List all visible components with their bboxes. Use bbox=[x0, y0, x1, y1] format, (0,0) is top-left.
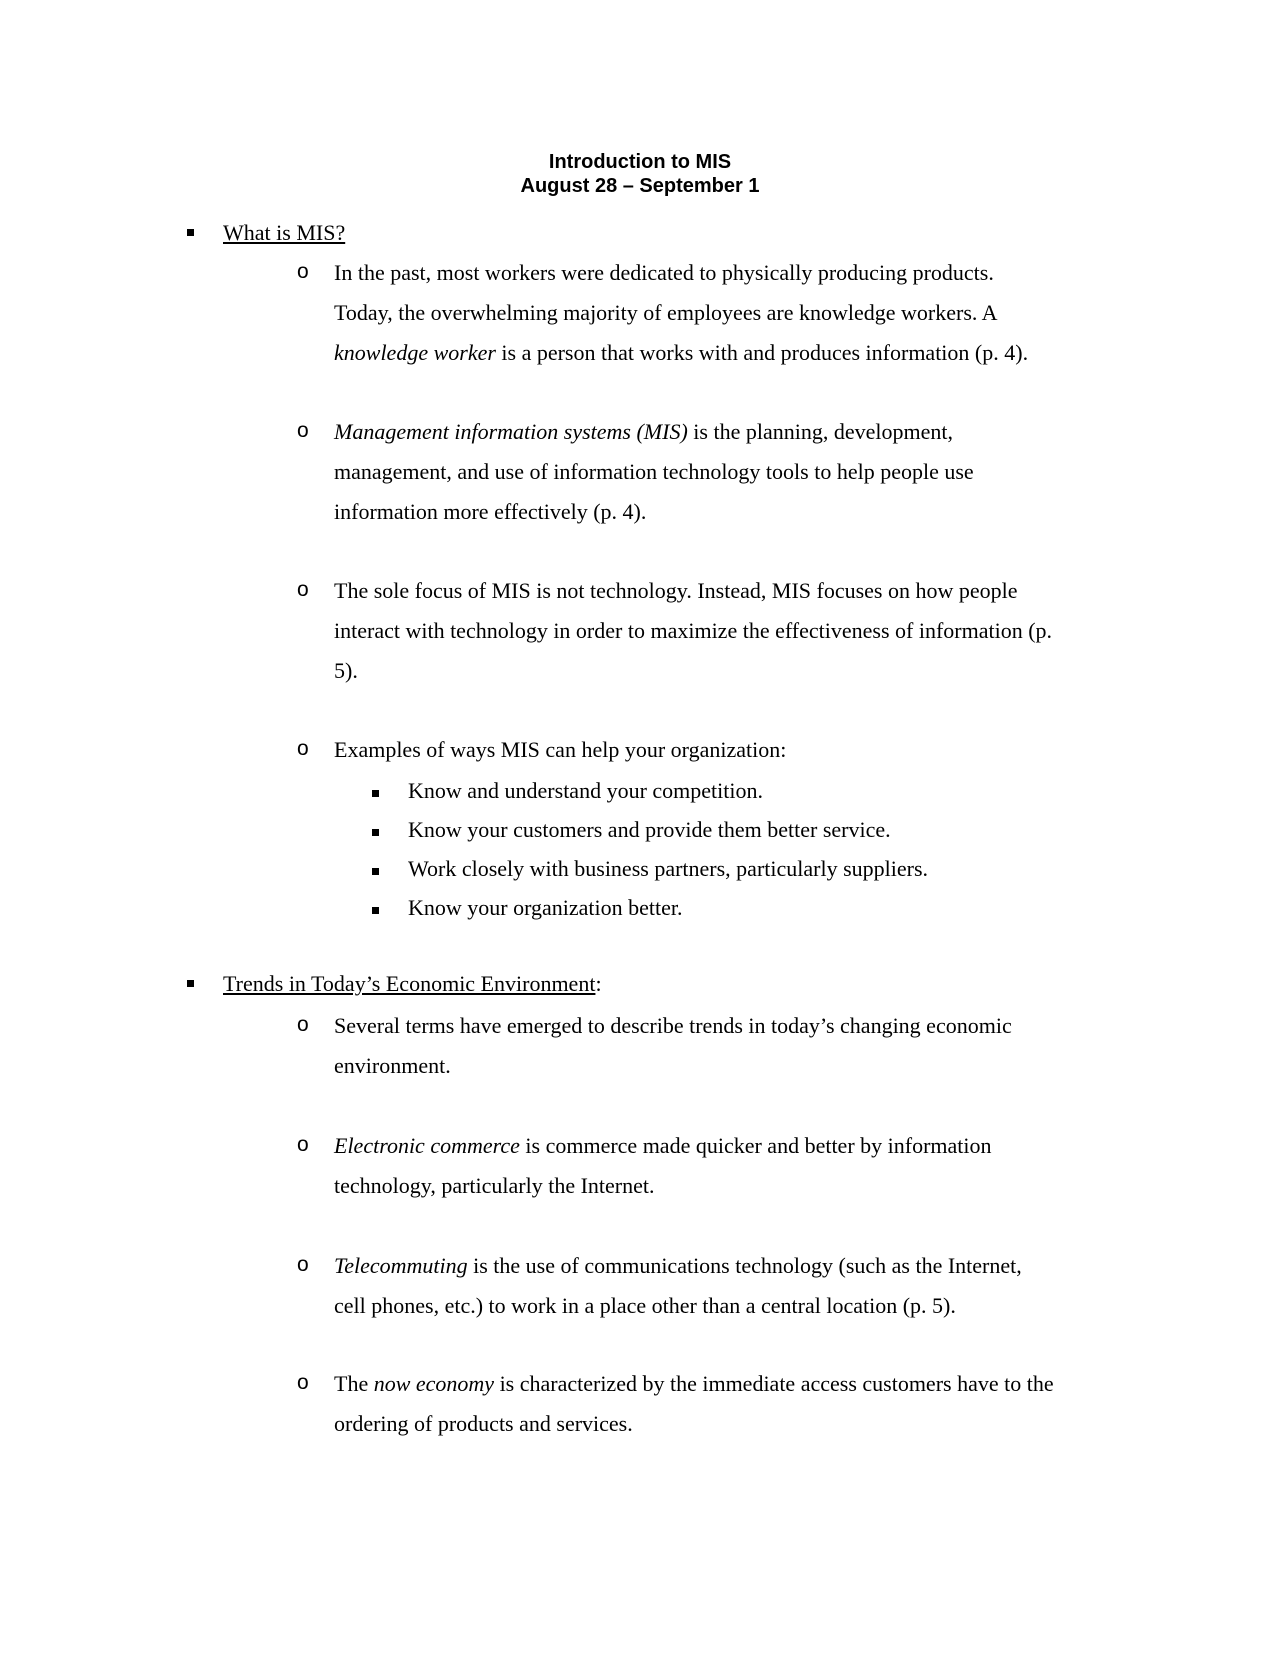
text-fragment: is characterized by the immediate access customers have to the bbox=[494, 1371, 1054, 1396]
text-line: cell phones, etc.) to work in a place other than a central location (p. 5). bbox=[334, 1293, 956, 1318]
text-line: information more effectively (p. 4). bbox=[334, 499, 647, 524]
circle-bullet-marker: o bbox=[297, 419, 309, 442]
square-bullet-icon bbox=[372, 907, 379, 914]
text-line bbox=[334, 1126, 1094, 1166]
paragraph-mis-definition bbox=[334, 412, 1094, 532]
circle-bullet-marker: o bbox=[297, 578, 309, 601]
list-item: Know your customers and provide them better service. bbox=[408, 817, 891, 842]
text-line: Several terms have emerged to describe trends in today’s changing economic bbox=[334, 1013, 1012, 1038]
paragraph-mis-focus bbox=[334, 571, 1094, 691]
paragraph-examples-intro bbox=[334, 730, 1094, 770]
document-date-range: August 28 – September 1 bbox=[520, 175, 760, 197]
text-fragment: is commerce made quicker and better by information bbox=[519, 1133, 992, 1158]
text-line: ordering of products and services. bbox=[334, 1411, 633, 1436]
text-line: 5). bbox=[334, 658, 358, 683]
square-bullet-icon bbox=[187, 980, 194, 987]
text-fragment: The bbox=[334, 1371, 374, 1396]
term-electronic-commerce: Electronic commerce bbox=[334, 1133, 520, 1158]
circle-bullet-marker: o bbox=[297, 1013, 309, 1036]
text-line: Today, the overwhelming majority of employees are knowledge workers. A bbox=[334, 300, 998, 325]
section-heading-text: Trends in Today’s Economic Environment bbox=[223, 971, 596, 996]
paragraph-now-economy bbox=[334, 1364, 1094, 1444]
text-fragment: is the planning, development, bbox=[687, 419, 953, 444]
text-line: In the past, most workers were dedicated to physically producing products. bbox=[334, 260, 994, 285]
paragraph-telecommuting bbox=[334, 1246, 1094, 1326]
section-heading-trends bbox=[223, 971, 602, 997]
document-title: Introduction to MIS bbox=[548, 151, 732, 173]
text-line: interact with technology in order to maximize the effectiveness of information (p. bbox=[334, 618, 1053, 643]
circle-bullet-marker: o bbox=[297, 260, 309, 283]
term-knowledge-worker: knowledge worker bbox=[334, 340, 496, 365]
text-fragment: is a person that works with and produces information (p. 4). bbox=[495, 340, 1029, 365]
text-fragment: is the use of communications technology (such as the Internet, bbox=[467, 1253, 1022, 1278]
paragraph-electronic-commerce bbox=[334, 1126, 1094, 1206]
section-heading-suffix: : bbox=[595, 971, 602, 996]
circle-bullet-marker: o bbox=[297, 737, 309, 760]
list-item: Know and understand your competition. bbox=[408, 778, 763, 803]
text-line: environment. bbox=[334, 1053, 451, 1078]
term-mis: Management information systems (MIS) bbox=[334, 419, 688, 444]
paragraph-trends-intro bbox=[334, 1006, 1094, 1086]
text-line: The sole focus of MIS is not technology. Instead, MIS focuses on how people bbox=[334, 578, 1018, 603]
circle-bullet-marker: o bbox=[297, 1133, 309, 1156]
section-heading-what-is-mis: What is MIS? bbox=[223, 220, 346, 245]
circle-bullet-marker: o bbox=[297, 1371, 309, 1394]
text-line: Examples of ways MIS can help your organization: bbox=[334, 737, 787, 762]
text-line bbox=[334, 1364, 1094, 1404]
text-line: technology, particularly the Internet. bbox=[334, 1173, 655, 1198]
text-line bbox=[334, 1246, 1094, 1286]
list-item: Work closely with business partners, particularly suppliers. bbox=[408, 856, 929, 881]
text-line bbox=[334, 333, 1094, 373]
list-item: Know your organization better. bbox=[408, 895, 683, 920]
square-bullet-icon bbox=[372, 868, 379, 875]
text-line bbox=[334, 412, 1094, 452]
circle-bullet-marker: o bbox=[297, 1253, 309, 1276]
square-bullet-icon bbox=[372, 790, 379, 797]
square-bullet-icon bbox=[372, 829, 379, 836]
text-line: management, and use of information technology tools to help people use bbox=[334, 459, 974, 484]
square-bullet-icon bbox=[187, 229, 194, 236]
paragraph-knowledge-workers bbox=[334, 253, 1094, 373]
term-now-economy: now economy bbox=[373, 1371, 495, 1396]
term-telecommuting: Telecommuting bbox=[334, 1253, 468, 1278]
